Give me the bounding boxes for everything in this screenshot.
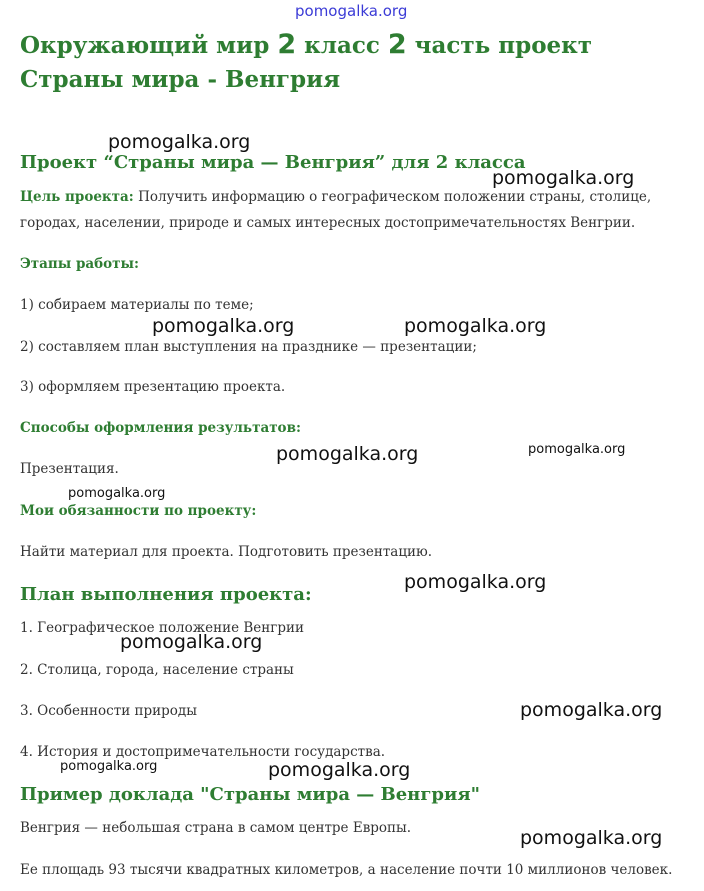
- report-paragraph-2: Ее площадь 93 тысячи квадратных километров, а население почти 10 миллионов человек.: [20, 862, 673, 878]
- watermark: pomogalka.org: [404, 571, 547, 593]
- stage-item-3: 3) оформляем презентацию проекта.: [20, 379, 286, 395]
- watermark: pomogalka.org: [276, 443, 419, 465]
- duties-label: Мои обязанности по проекту:: [20, 503, 257, 519]
- watermark: pomogalka.org: [108, 131, 251, 153]
- watermark: pomogalka.org: [492, 167, 635, 189]
- duties-text: Найти материал для проекта. Подготовить презентацию.: [20, 544, 433, 560]
- watermark: pomogalka.org: [404, 315, 547, 337]
- methods-label: Способы оформления результатов:: [20, 420, 301, 436]
- title-part-3: часть проект Страны мира - Венгрия: [20, 32, 593, 93]
- watermark: pomogalka.org: [68, 486, 166, 501]
- watermark: pomogalka.org: [528, 442, 626, 457]
- watermark: pomogalka.org: [520, 827, 663, 849]
- watermark: pomogalka.org: [520, 699, 663, 721]
- stages-label: Этапы работы:: [20, 256, 140, 272]
- title-part-2: класс: [296, 32, 388, 59]
- watermark: pomogalka.org: [60, 759, 158, 774]
- page-title: [20, 28, 690, 97]
- title-part-1: Окружающий мир: [20, 32, 278, 59]
- report-heading: Пример доклада "Страны мира — Венгрия": [20, 784, 481, 805]
- plan-item-1: 1. Географическое положение Венгрии: [20, 620, 305, 636]
- watermark: pomogalka.org: [268, 759, 411, 781]
- plan-item-3: 3. Особенности природы: [20, 703, 197, 719]
- project-heading: Проект “Страны мира — Венгрия” для 2 класса: [20, 152, 526, 173]
- methods-text: Презентация.: [20, 461, 119, 477]
- watermark: pomogalka.org: [120, 631, 263, 653]
- goal-text: Получить информацию о географическом положении страны, столице, городах, населении, природе и самых интересных достопримечательностях Венгрии.: [20, 189, 652, 231]
- title-number-1: 2: [277, 29, 297, 60]
- goal-label: Цель проекта:: [20, 189, 134, 205]
- stage-item-1: 1) собираем материалы по теме;: [20, 297, 254, 313]
- goal-paragraph: [20, 184, 685, 236]
- watermark: pomogalka.org: [152, 315, 295, 337]
- plan-item-2: 2. Столица, города, население страны: [20, 662, 294, 678]
- stage-item-2: 2) составляем план выступления на празднике — презентации;: [20, 339, 477, 355]
- plan-heading: План выполнения проекта:: [20, 584, 312, 605]
- title-number-2: 2: [387, 29, 407, 60]
- report-paragraph-1: Венгрия — небольшая страна в самом центре Европы.: [20, 820, 412, 836]
- plan-item-4: 4. История и достопримечательности государства.: [20, 744, 386, 760]
- top-watermark-link[interactable]: pomogalka.org: [295, 2, 408, 20]
